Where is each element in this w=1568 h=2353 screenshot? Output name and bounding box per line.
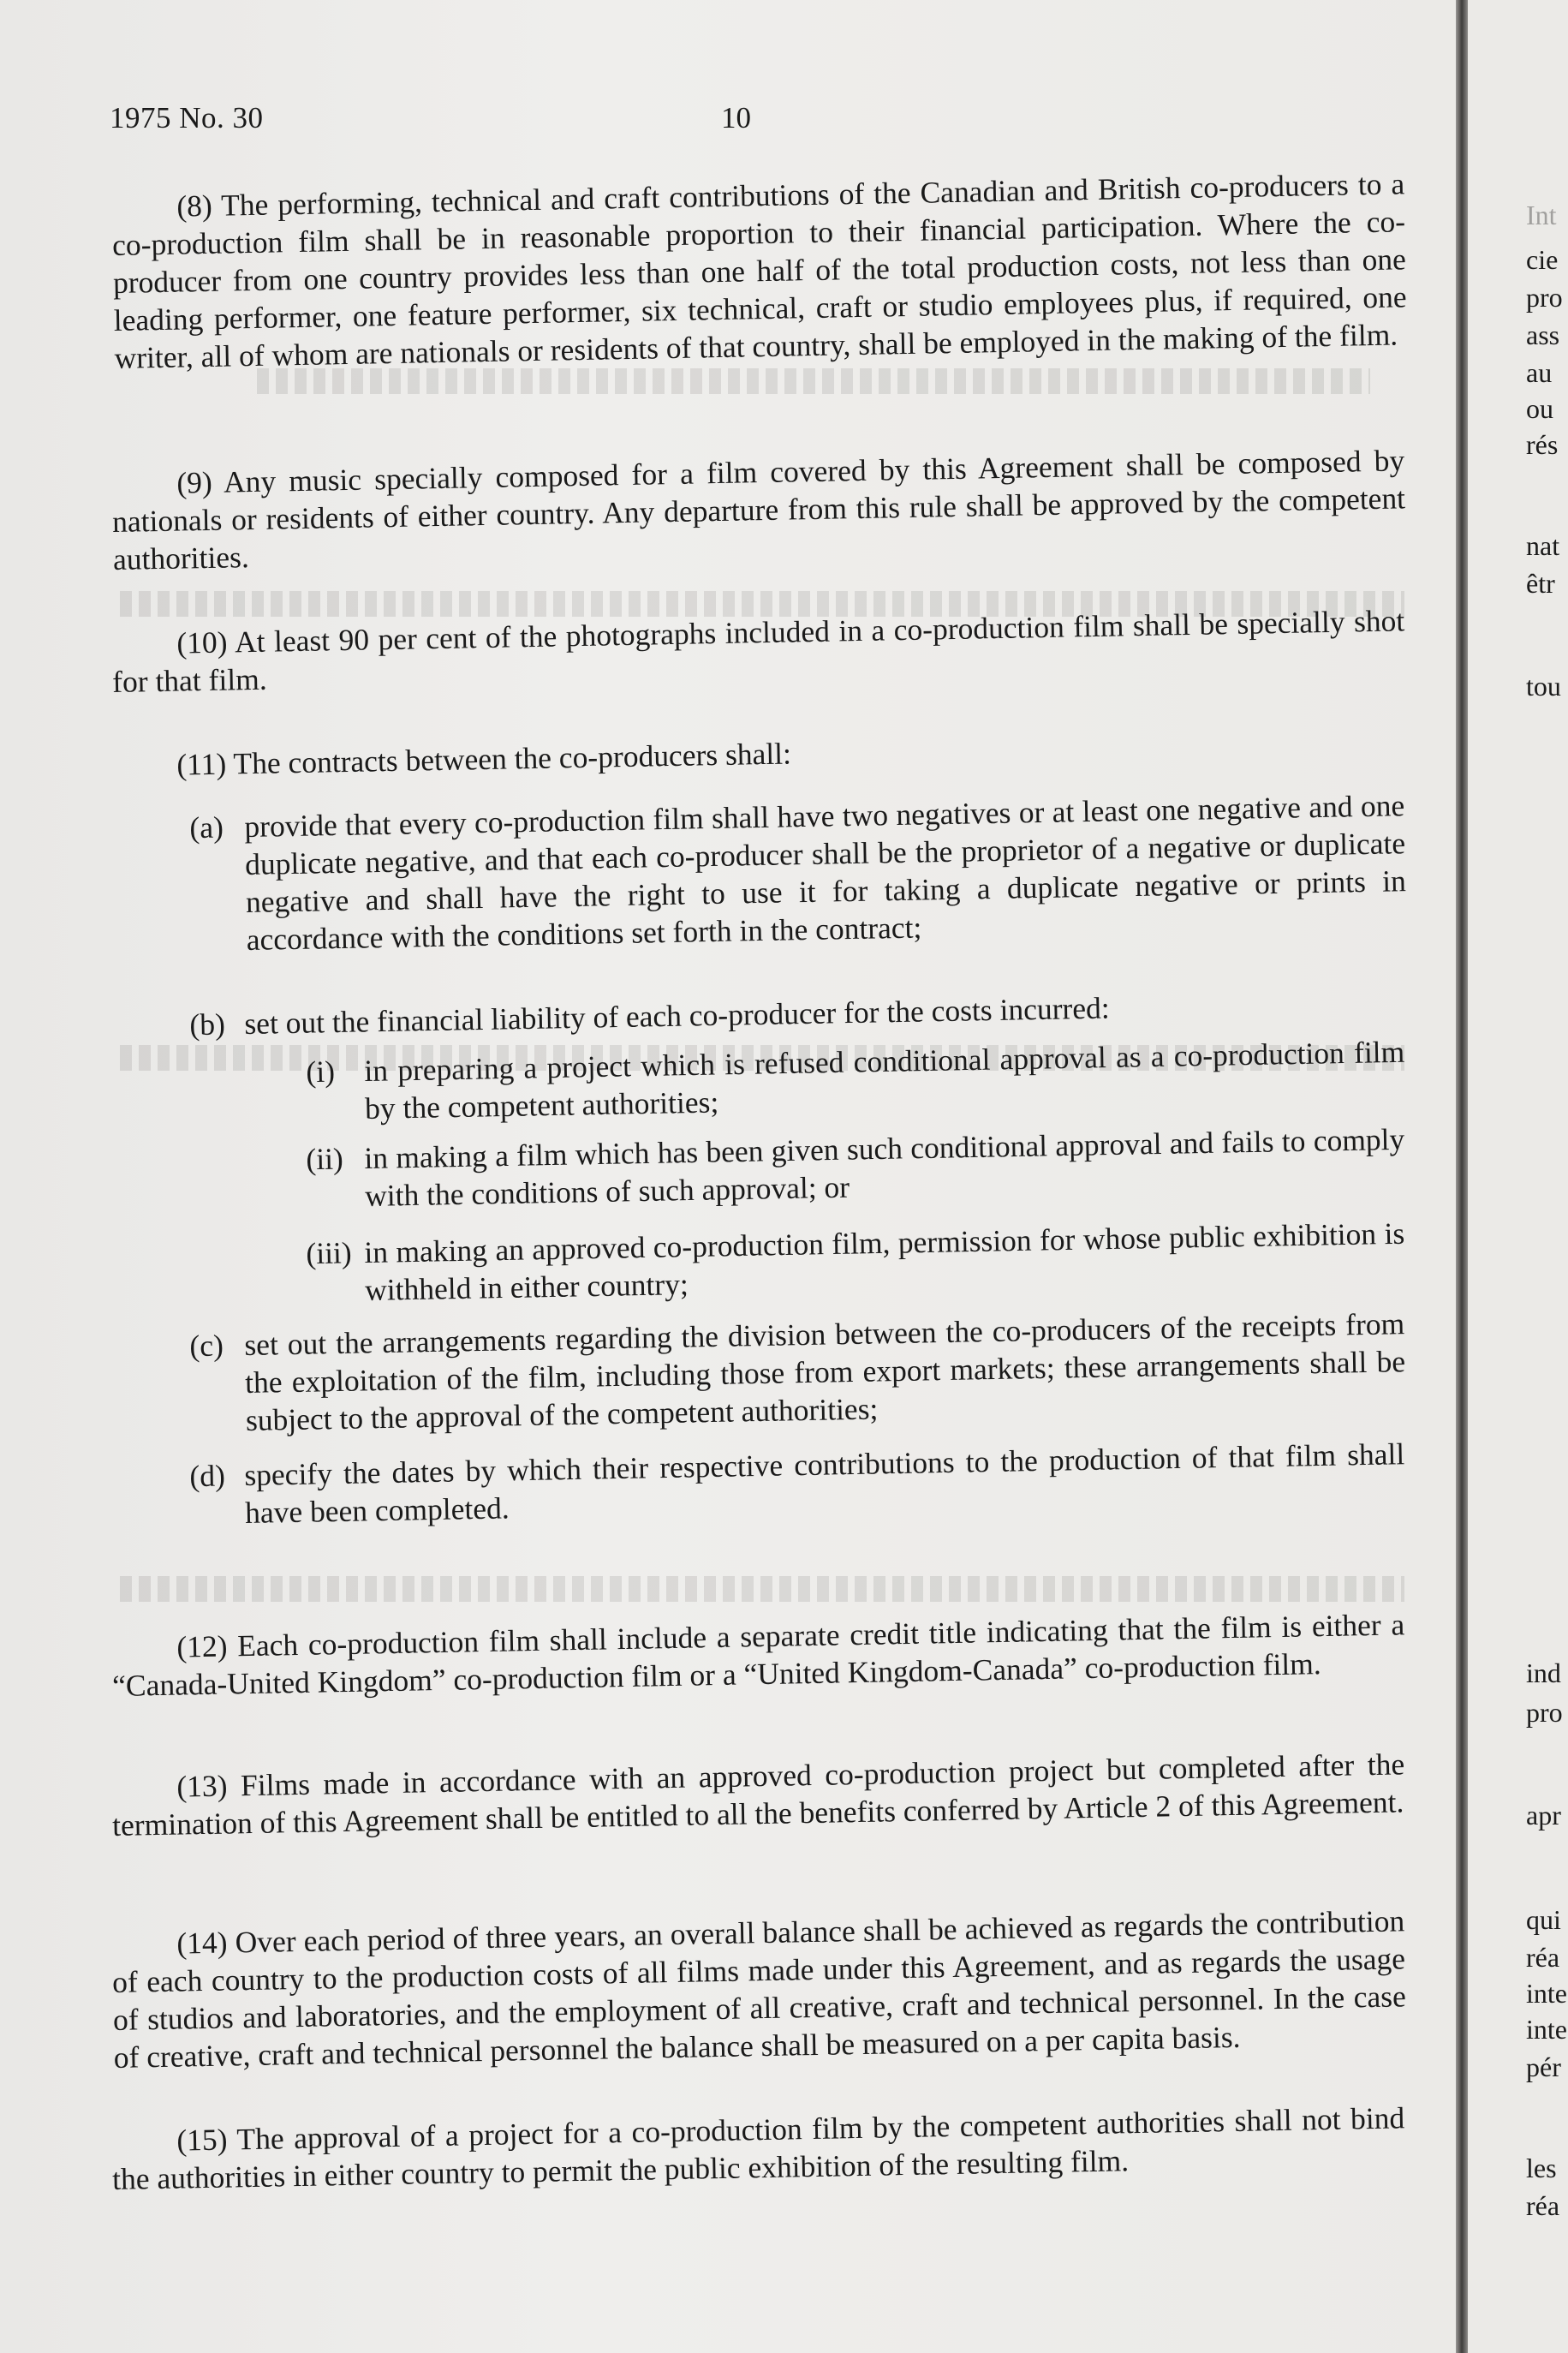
clause-text: set out the arrangements regarding the division between the co-producers of the receipts from the exploitation of the film, including those from export markets; these arrangements shall be subject to the approval of the competent authorities; [244,1306,1406,1437]
bleed-through-texture [257,368,1370,394]
paragraph-9: (9) Any music specially composed for a film covered by this Agreement shall be composed by nationals or residents of either country. Any departure from this rule shall be approved by the competent authorities. [111,443,1406,576]
adjacent-text-fragment: nat [1526,530,1560,561]
adjacent-text-fragment: Int [1526,200,1557,230]
paragraph-14: (14) Over each period of three years, an overall balance shall be achieved as regards the contribution of each country to the production costs of all films made under this Agreement, and as regards the usage of studios and laboratories, and the employment of all creative, craft and technical personnel. In the case of creative, craft and technical personnel the balance shall be measured on a per capita basis. [111,1903,1407,2075]
clause-text: in making an approved co-production film, permission for whose public exhibition is withheld in either country; [364,1215,1405,1307]
adjacent-text-fragment: ind [1526,1657,1561,1688]
bleed-through-texture [120,1576,1404,1602]
clause-text: set out the financial liability of each co-producer for the costs incurred: [244,990,1110,1041]
paragraph-13: (13) Films made in accordance with an approved co-production project but completed after the termination of this Agreement shall be entitled to all the benefits conferred by Article 2 of this Agreement. [111,1747,1405,1842]
adjacent-text-fragment: apr [1526,1800,1561,1830]
adjacent-text-fragment: pro [1526,1697,1563,1728]
adjacent-text-fragment: réa [1526,1942,1560,1973]
adjacent-text-fragment: pro [1526,282,1563,313]
adjacent-text-fragment: réa [1526,2190,1560,2221]
paragraph-8: (8) The performing, technical and craft contributions of the Canadian and British co-producers to a co-production film shall be in reasonable proportion to their financial participation. Where the co-producer from one country provides less than one half of the total production costs, not less than one leading performer, one feature performer, six technical, craft or studio employees plus, if required, one writer, all of whom are nationals or residents of that country, shall be employed in the making of the film. [111,166,1407,375]
clause-label: (c) [189,1328,224,1364]
clause-11-b-iii [306,1215,1405,1309]
clause-label: (iii) [306,1235,353,1271]
paragraph-10: (10) At least 90 per cent of the photographs included in a co-production film shall be specially shot for that film. [111,603,1405,699]
clause-label: (i) [306,1054,336,1090]
clause-11-d [189,1435,1405,1532]
adjacent-text-fragment: tou [1526,671,1561,702]
paragraph-15: (15) The approval of a project for a co-production film by the competent authorities shall not bind the authorities in either country to permit the public exhibition of the resulting film. [111,2100,1405,2196]
adjacent-text-fragment: au [1526,357,1553,388]
adjacent-text-fragment: ass [1526,320,1560,350]
paragraph-11-intro: (11) The contracts between the co-producers shall: [176,736,792,782]
clause-label: (b) [189,1006,226,1042]
adjacent-page-edge [1468,0,1568,2353]
adjacent-text-fragment: rés [1526,429,1559,460]
clause-text: provide that every co-production film shall have two negatives or at least one negative and one duplicate negative, and that each co-producer shall be the proprietor of a negative or duplicate negative and shall have the right to use it for taking a duplicate negative or prints in accordance with the conditions set forth in the contract; [244,788,1407,957]
clause-text: in preparing a project which is refused conditional approval as a co-production film by the competent authorities; [364,1034,1405,1126]
clause-label: (ii) [306,1141,344,1177]
adjacent-text-fragment: inte [1526,2014,1567,2045]
adjacent-text-fragment: ou [1526,393,1553,424]
clause-text: specify the dates by which their respective contributions to the production of that film shall have been completed. [244,1436,1405,1530]
page-number: 10 [721,101,751,134]
clause-text: in making a film which has been given such conditional approval and fails to comply with the conditions of such approval; or [364,1121,1405,1213]
adjacent-text-fragment: êtr [1526,568,1555,599]
clause-11-b-ii [306,1120,1405,1215]
paragraph-12: (12) Each co-production film shall include a separate credit title indicating that the film is either a “Canada-United Kingdom” co-production film or a “United Kingdom-Canada” co-production film. [111,1607,1405,1703]
document-header-year-number: 1975 No. 30 [110,101,264,134]
book-spine-shadow [1456,0,1468,2353]
adjacent-text-fragment: les [1526,2153,1557,2183]
clause-label: (d) [189,1458,226,1494]
clause-11-a [189,786,1407,959]
adjacent-text-fragment: cie [1526,244,1559,275]
clause-11-b [189,983,1405,1042]
adjacent-text-fragment: inte [1526,1978,1567,2009]
adjacent-text-fragment: qui [1526,1904,1561,1935]
adjacent-text-fragment: pér [1526,2051,1561,2082]
clause-11-c [189,1305,1406,1439]
clause-label: (a) [189,809,224,845]
